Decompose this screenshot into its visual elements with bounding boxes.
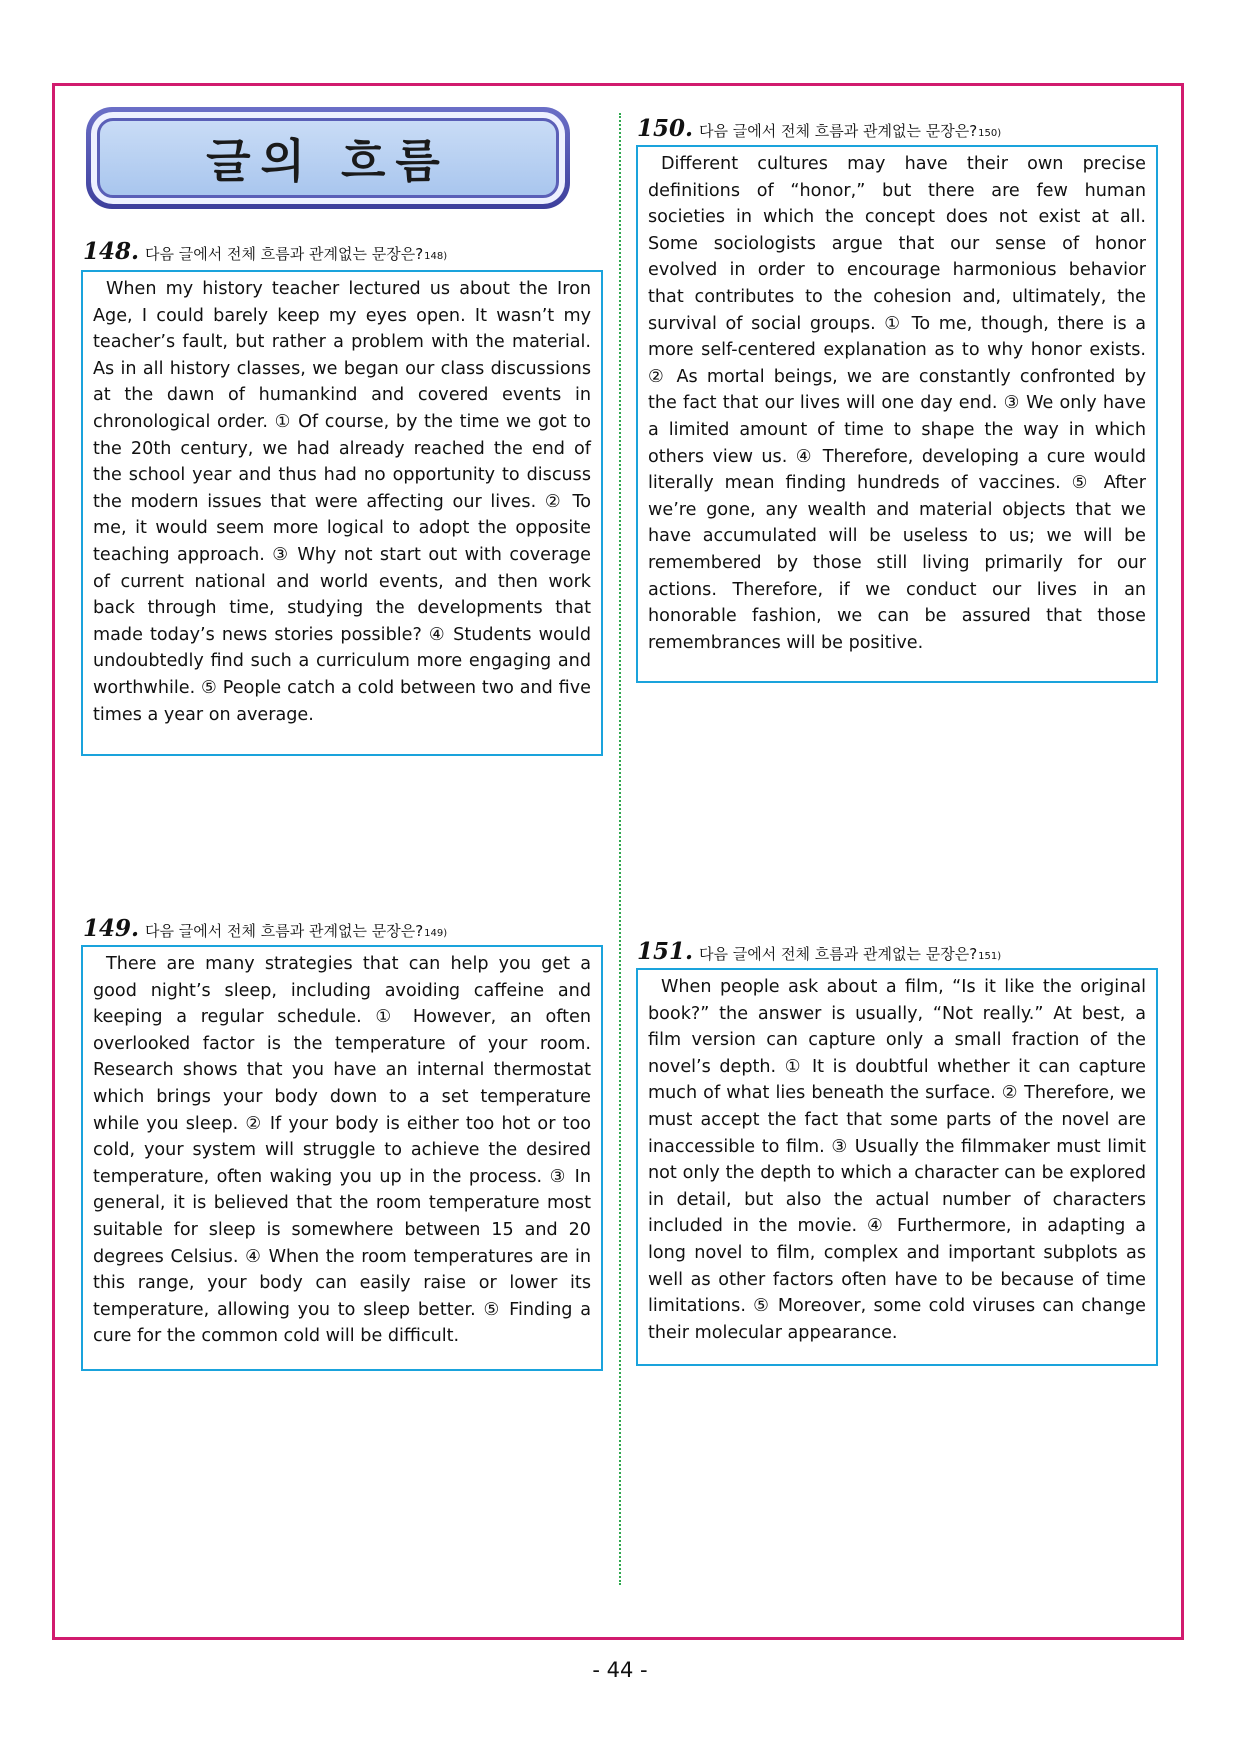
footnote-marker: 149): [424, 928, 448, 939]
question-150-header: [637, 115, 1001, 142]
question-148-header: [83, 238, 447, 265]
question-150-passage: Different cultures may have their own precise definitions of “honor,” but there are few human societies in which the concept does not exist at all. Some sociologists argue that our sense of honor evolved in order to encourage harmonious behavior that contributes to the cohesion and, ultimately, the survival of social groups. ① To me, though, there is a more self-centered explanation as to why honor exists. ② As mortal beings, we are constantly confronted by the fact that our lives will one day end. ③ We only have a limited amount of time to shape the way in which others view us. ④ Therefore, developing a cure would literally mean finding hundreds of vaccines. ⑤ After we’re gone, any wealth and material objects that we have accumulated will be useless to us; we will be remembered by those still living primarily for our actions. Therefore, if we conduct our lives in an honorable fashion, we can be assured that those remembrances will be positive.: [648, 154, 1146, 653]
question-149-passage-box: [81, 945, 603, 1371]
section-title: 글의 흐름: [206, 134, 450, 188]
question-prompt: 다음 글에서 전체 흐름과 관계없는 문장은?: [145, 922, 424, 940]
footnote-marker: 151): [978, 951, 1002, 962]
question-151-passage-box: [636, 968, 1158, 1366]
question-149-passage: There are many strategies that can help you get a good night’s sleep, including avoiding caffeine and keeping a regular schedule. ① However, an often overlooked factor is the temperature of your room. Research shows that you have an internal thermostat which brings your body down to a set temperature while you sleep. ② If your body is either too hot or too cold, your system will struggle to achieve the desired temperature, often waking you up in the process. ③ In general, it is believed that the room temperature most suitable for sleep is somewhere between 15 and 20 degrees Celsius. ④ When the room temperatures are in this range, your body can easily raise or lower its temperature, allowing you to sleep better. ⑤ Finding a cure for the common cold will be difficult.: [93, 954, 591, 1347]
section-title-plate-mid: [91, 112, 565, 204]
footnote-marker: 148): [424, 251, 448, 262]
footnote-marker: 150): [978, 128, 1002, 139]
question-prompt: 다음 글에서 전체 흐름과 관계없는 문장은?: [699, 945, 978, 963]
question-number: 151.: [637, 938, 694, 965]
question-150-passage-box: [636, 145, 1158, 683]
question-151-passage: When people ask about a film, “Is it like the original book?” the answer is usually, “Not really.” At best, a film version can capture only a small fraction of the novel’s depth. ① It is doubtful whether it can capture much of what lies beneath the surface. ② Therefore, we must accept the fact that some parts of the novel are inaccessible to film. ③ Usually the filmmaker must limit not only the depth to which a character can be explored in detail, but also the actual number of characters included in the movie. ④ Furthermore, in adapting a long novel to film, complex and important subplots as well as other factors often have to be because of time limitations. ⑤ Moreover, some cold viruses can change their molecular appearance.: [648, 977, 1146, 1343]
page-number: - 44 -: [592, 1658, 648, 1682]
column-divider: [619, 113, 621, 1585]
question-number: 149.: [83, 915, 140, 942]
section-title-plate-inner: [97, 118, 559, 198]
question-number: 148.: [83, 238, 140, 265]
question-149-header: [83, 915, 447, 942]
section-title-plate: [86, 107, 570, 209]
question-number: 150.: [637, 115, 694, 142]
question-prompt: 다음 글에서 전체 흐름과 관계없는 문장은?: [699, 122, 978, 140]
question-148-passage: When my history teacher lectured us about the Iron Age, I could barely keep my eyes open. It wasn’t my teacher’s fault, but rather a problem with the material. As in all history classes, we began our class discussions at the dawn of humankind and covered events in chronological order. ① Of course, by the time we got to the 20th century, we had already reached the end of the school year and thus had no opportunity to discuss the modern issues that were affecting our lives. ② To me, it would seem more logical to adopt the opposite teaching approach. ③ Why not start out with coverage of current national and world events, and then work back through time, studying the developments that made today’s news stories possible? ④ Students would undoubtedly find such a curriculum more engaging and worthwhile. ⑤ People catch a cold between two and five times a year on average.: [93, 279, 591, 725]
question-148-passage-box: [81, 270, 603, 756]
question-151-header: [637, 938, 1001, 965]
question-prompt: 다음 글에서 전체 흐름과 관계없는 문장은?: [145, 245, 424, 263]
